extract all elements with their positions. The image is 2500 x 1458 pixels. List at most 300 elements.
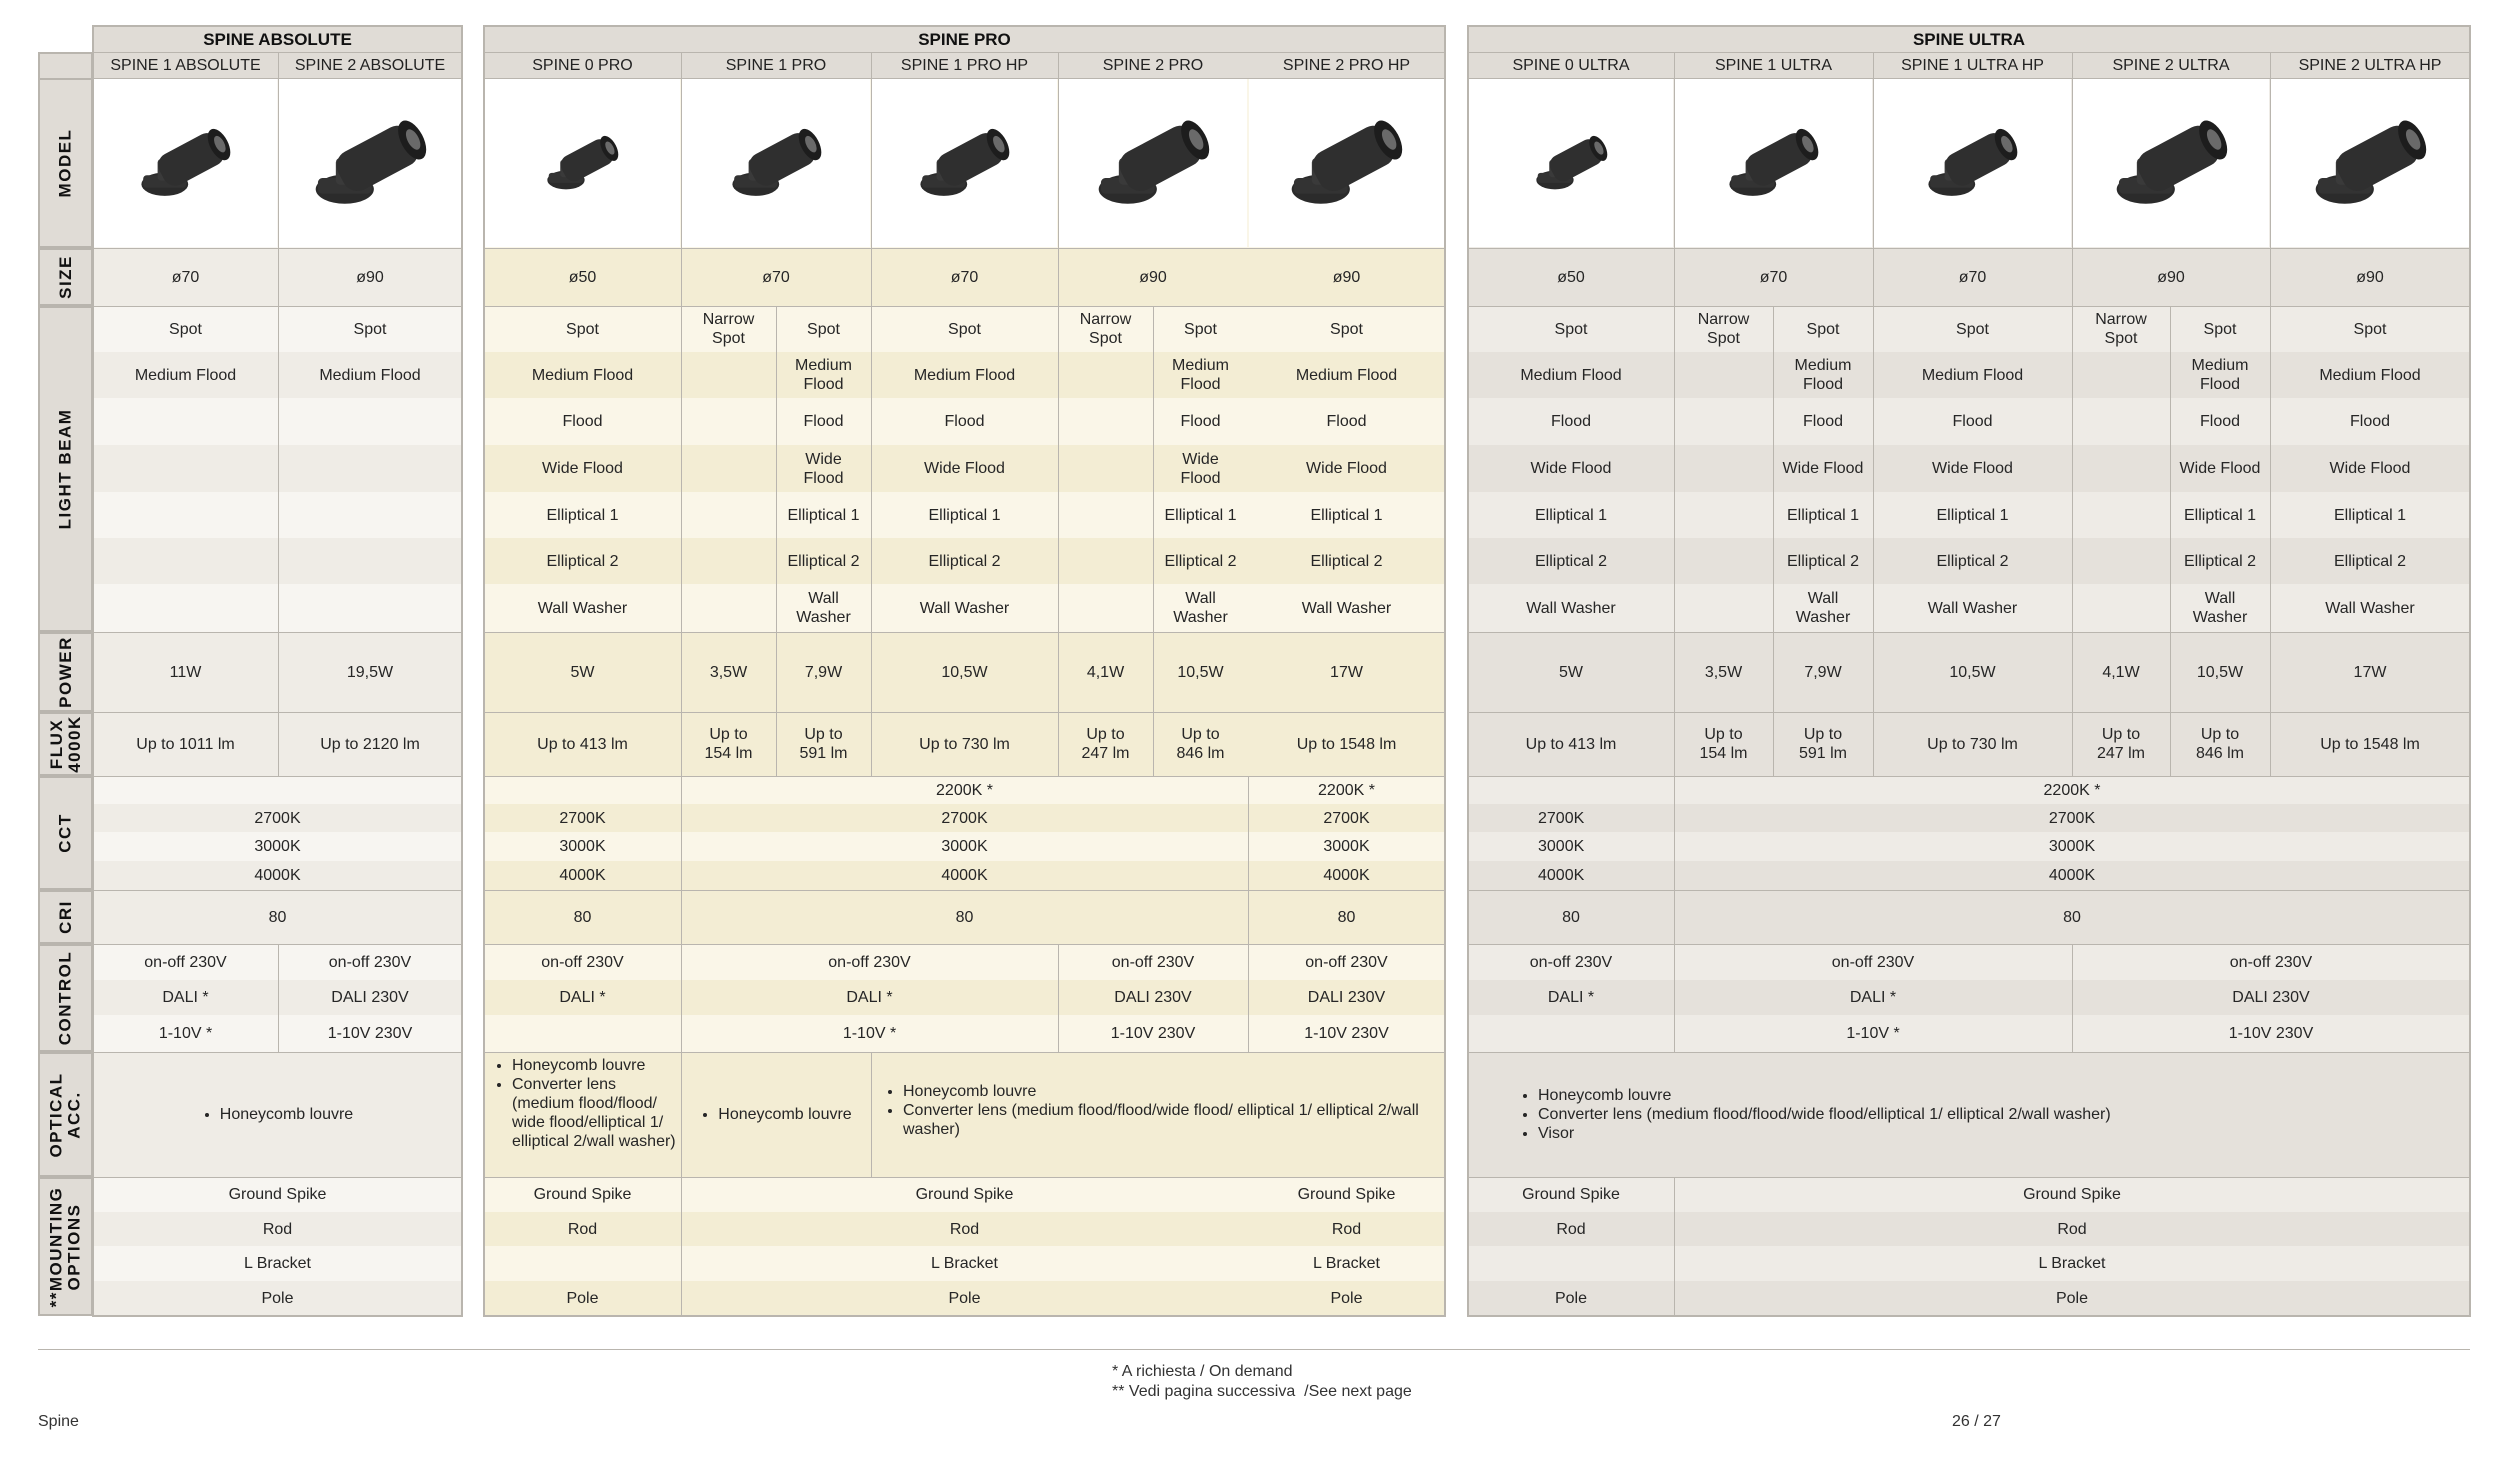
cct-value: 2700K <box>93 804 462 832</box>
beam-cell <box>93 398 278 445</box>
row-label-cri <box>38 890 93 944</box>
control-value: DALI 230V <box>278 980 462 1015</box>
cct-value: 3000K <box>93 832 462 861</box>
product-image <box>1469 79 1673 247</box>
control-value: 1-10V * <box>1674 1015 2072 1052</box>
bullet-list <box>494 1056 677 1151</box>
mounting-option: Ground Spike <box>93 1177 462 1212</box>
beam-cell: Wide Flood <box>1773 445 1873 492</box>
mounting-option: Ground Spike <box>1468 1177 1674 1212</box>
beam-cell: Medium Flood <box>484 352 681 398</box>
beam-cell: Medium Flood <box>93 352 278 398</box>
row-label-model <box>38 78 93 248</box>
mounting-option: Rod <box>681 1212 1248 1246</box>
mounting-option: Pole <box>1248 1281 1445 1316</box>
beam-cell: Medium Flood <box>776 352 871 398</box>
beam-cell: Narrow Spot <box>1058 306 1153 352</box>
optical-accessories <box>93 1052 462 1177</box>
beam-cell: Elliptical 1 <box>1248 492 1445 538</box>
row-divider <box>1468 52 2470 53</box>
beam-cell: Flood <box>1153 398 1248 445</box>
row-label-text: CRI <box>55 900 75 934</box>
flux-value: Up to 730 lm <box>1873 712 2072 776</box>
row-divider <box>93 776 462 777</box>
spotlight-icon <box>1923 123 2022 204</box>
control-value <box>1468 1015 1674 1052</box>
row-divider <box>1468 890 2470 891</box>
model-name: SPINE 2 ABSOLUTE <box>278 52 462 78</box>
optical-accessories <box>1468 1052 2470 1177</box>
control-value: on-off 230V <box>1674 944 2072 980</box>
row-divider <box>484 248 1445 249</box>
row-divider <box>1468 78 2470 79</box>
product-image <box>1249 79 1444 247</box>
product-image <box>682 79 870 247</box>
control-value <box>484 1015 681 1052</box>
beam-cell: Wide Flood <box>871 445 1058 492</box>
row-label-text: MODEL <box>55 128 75 198</box>
cri-value: 80 <box>484 890 681 944</box>
cct-value: 3000K <box>681 832 1248 861</box>
size-value: ø90 <box>1058 248 1248 306</box>
product-image <box>1874 79 2071 247</box>
power-value: 4,1W <box>1058 632 1153 712</box>
row-divider <box>93 1177 462 1178</box>
beam-cell: Spot <box>93 306 278 352</box>
beam-cell: Elliptical 1 <box>871 492 1058 538</box>
column-divider <box>1674 776 1675 944</box>
power-value: 10,5W <box>1873 632 2072 712</box>
beam-cell: Elliptical 2 <box>776 538 871 584</box>
column-divider <box>2270 52 2271 776</box>
cct-value: 4000K <box>1468 861 1674 890</box>
column-divider <box>681 1052 682 1177</box>
bullet-item: • Honeycomb louvre <box>718 1105 851 1124</box>
beam-cell: Medium Flood <box>2170 352 2270 398</box>
footnote-see-next-page: ** Vedi pagina successiva /See next page <box>1112 1383 1412 1400</box>
row-divider <box>93 632 462 633</box>
cct-value: 4000K <box>93 861 462 890</box>
model-name: SPINE 2 ULTRA HP <box>2270 52 2470 78</box>
model-name: SPINE 0 ULTRA <box>1468 52 1674 78</box>
beam-cell: Flood <box>2170 398 2270 445</box>
row-label-text: **MOUNTING OPTIONS <box>46 1186 84 1307</box>
row-divider <box>484 52 1445 53</box>
spotlight-icon <box>2309 113 2432 214</box>
beam-cell <box>1674 492 1773 538</box>
beam-cell <box>1674 398 1773 445</box>
row-divider <box>484 944 1445 945</box>
model-name: SPINE 0 PRO <box>484 52 681 78</box>
row-divider <box>484 306 1445 307</box>
bullet-item: • Honeycomb louvre <box>903 1082 1441 1101</box>
model-name: SPINE 1 PRO HP <box>871 52 1058 78</box>
beam-cell <box>681 352 776 398</box>
model-name: SPINE 1 ULTRA <box>1674 52 1873 78</box>
row-label-mounting <box>38 1177 93 1316</box>
beam-cell <box>93 584 278 632</box>
bullet-item: • Converter lens (medium flood/flood/wide flood/ elliptical 1/ elliptical 2/wall washer) <box>903 1101 1441 1139</box>
beam-cell: Spot <box>776 306 871 352</box>
column-divider <box>2072 944 2073 1052</box>
power-value: 10,5W <box>871 632 1058 712</box>
power-value: 17W <box>2270 632 2470 712</box>
mounting-option: Pole <box>681 1281 1248 1316</box>
beam-cell: Wide Flood <box>1873 445 2072 492</box>
flux-value: Up to 591 lm <box>776 712 871 776</box>
beam-cell: Medium Flood <box>1153 352 1248 398</box>
beam-cell: Flood <box>871 398 1058 445</box>
group-title: SPINE ULTRA <box>1468 26 2470 52</box>
row-divider <box>93 1052 462 1053</box>
cct-value: 2700K <box>681 804 1248 832</box>
column-divider <box>1873 52 1874 776</box>
power-value: 19,5W <box>278 632 462 712</box>
beam-cell <box>681 538 776 584</box>
beam-cell <box>681 492 776 538</box>
column-divider <box>681 1177 682 1316</box>
column-divider <box>2072 52 2073 776</box>
bullet-item: • Honeycomb louvre <box>220 1105 353 1124</box>
beam-cell: Wall Washer <box>2270 584 2470 632</box>
power-value: 10,5W <box>1153 632 1248 712</box>
column-divider <box>1058 52 1059 776</box>
optical-accessories <box>681 1052 871 1177</box>
power-value: 10,5W <box>2170 632 2270 712</box>
beam-cell: Elliptical 1 <box>484 492 681 538</box>
beam-cell <box>1058 584 1153 632</box>
footer-page-number: 26 / 27 <box>1952 1413 2001 1430</box>
beam-cell: Wall Washer <box>1873 584 2072 632</box>
flux-value: Up to 1548 lm <box>2270 712 2470 776</box>
product-image <box>1059 79 1247 247</box>
mounting-option: Ground Spike <box>1248 1177 1445 1212</box>
bullet-item: • Honeycomb louvre <box>1538 1086 2111 1105</box>
row-divider <box>93 306 462 307</box>
row-divider <box>1468 944 2470 945</box>
beam-cell: Elliptical 2 <box>1153 538 1248 584</box>
row-divider <box>1468 1177 2470 1178</box>
row-label-text: OPTICAL ACC. <box>46 1071 84 1158</box>
beam-cell: Elliptical 2 <box>1773 538 1873 584</box>
mounting-option: Rod <box>1468 1212 1674 1246</box>
beam-cell: Elliptical 2 <box>871 538 1058 584</box>
product-image <box>1675 79 1872 247</box>
beam-cell: Flood <box>1873 398 2072 445</box>
size-value: ø50 <box>484 248 681 306</box>
beam-cell: Wide Flood <box>1468 445 1674 492</box>
product-image <box>2271 79 2469 247</box>
flux-value: Up to 1011 lm <box>93 712 278 776</box>
column-divider <box>278 52 279 776</box>
cct-value: 3000K <box>484 832 681 861</box>
flux-value: Up to 247 lm <box>2072 712 2170 776</box>
row-divider <box>1468 248 2470 249</box>
beam-cell: Medium Flood <box>871 352 1058 398</box>
control-value: DALI * <box>1468 980 1674 1015</box>
beam-cell <box>681 584 776 632</box>
power-value: 4,1W <box>2072 632 2170 712</box>
column-divider <box>871 52 872 776</box>
row-divider <box>93 890 462 891</box>
beam-cell: Elliptical 1 <box>2270 492 2470 538</box>
beam-cell: Spot <box>871 306 1058 352</box>
group-title: SPINE PRO <box>484 26 1445 52</box>
mounting-option <box>1468 1246 1674 1281</box>
spotlight-icon <box>309 113 432 214</box>
control-value: 1-10V 230V <box>1248 1015 1445 1052</box>
cct-value: 2200K * <box>1674 776 2470 804</box>
beam-cell: Spot <box>1468 306 1674 352</box>
flux-value: Up to 846 lm <box>1153 712 1248 776</box>
beam-cell: Flood <box>1468 398 1674 445</box>
power-value: 11W <box>93 632 278 712</box>
row-label-control <box>38 944 93 1052</box>
spotlight-icon <box>1724 123 1823 204</box>
spotlight-icon <box>1092 113 1215 214</box>
bullet-item: • Converter lens (medium flood/flood/wide flood/elliptical 1/ elliptical 2/wall washer) <box>1538 1105 2111 1124</box>
beam-cell <box>2072 492 2170 538</box>
control-value: on-off 230V <box>93 944 278 980</box>
cri-value: 80 <box>1248 890 1445 944</box>
beam-cell: Narrow Spot <box>1674 306 1773 352</box>
beam-cell: Spot <box>1873 306 2072 352</box>
beam-cell: Elliptical 2 <box>1468 538 1674 584</box>
control-value: 1-10V 230V <box>1058 1015 1248 1052</box>
column-divider <box>681 776 682 944</box>
row-label-text: CONTROL <box>55 950 75 1046</box>
spotlight-icon <box>1285 113 1408 214</box>
beam-cell: Spot <box>1153 306 1248 352</box>
beam-cell: Flood <box>1248 398 1445 445</box>
row-divider <box>93 712 462 713</box>
beam-cell: Wall Washer <box>1153 584 1248 632</box>
bullet-list <box>1520 1086 2111 1143</box>
mounting-option: Rod <box>484 1212 681 1246</box>
row-divider <box>484 78 1445 79</box>
control-value: DALI * <box>93 980 278 1015</box>
beam-cell <box>278 584 462 632</box>
size-value: ø90 <box>2270 248 2470 306</box>
beam-cell: Elliptical 1 <box>2170 492 2270 538</box>
beam-cell: Elliptical 2 <box>1248 538 1445 584</box>
row-divider <box>484 712 1445 713</box>
beam-cell <box>681 398 776 445</box>
beam-cell: Elliptical 2 <box>2270 538 2470 584</box>
beam-cell <box>1058 538 1153 584</box>
spotlight-icon <box>136 123 235 204</box>
bullet-list <box>885 1082 1441 1139</box>
column-divider <box>1248 944 1249 1052</box>
product-image <box>279 79 461 247</box>
cct-value: 4000K <box>484 861 681 890</box>
model-name: SPINE 1 ULTRA HP <box>1873 52 2072 78</box>
row-label-size <box>38 248 93 306</box>
beam-cell <box>93 445 278 492</box>
column-divider <box>776 306 777 776</box>
mounting-option: Rod <box>93 1212 462 1246</box>
beam-cell: Elliptical 2 <box>484 538 681 584</box>
beam-cell: Elliptical 1 <box>776 492 871 538</box>
power-value: 17W <box>1248 632 1445 712</box>
beam-cell <box>1674 538 1773 584</box>
beam-cell: Wide Flood <box>1248 445 1445 492</box>
cct-value <box>484 776 681 804</box>
power-value: 5W <box>1468 632 1674 712</box>
flux-value: Up to 247 lm <box>1058 712 1153 776</box>
power-value: 3,5W <box>1674 632 1773 712</box>
beam-cell <box>2072 445 2170 492</box>
mounting-option: Pole <box>1468 1281 1674 1316</box>
cri-value: 80 <box>93 890 462 944</box>
beam-cell <box>681 445 776 492</box>
beam-cell <box>2072 584 2170 632</box>
row-divider <box>1468 306 2470 307</box>
size-value: ø90 <box>278 248 462 306</box>
beam-cell: Medium Flood <box>278 352 462 398</box>
model-name: SPINE 2 PRO HP <box>1248 52 1445 78</box>
control-value: on-off 230V <box>1468 944 1674 980</box>
row-divider <box>1468 632 2470 633</box>
beam-cell: Medium Flood <box>1468 352 1674 398</box>
beam-cell <box>278 445 462 492</box>
control-value: on-off 230V <box>278 944 462 980</box>
beam-cell: Elliptical 2 <box>2170 538 2270 584</box>
control-value: DALI 230V <box>2072 980 2470 1015</box>
size-value: ø90 <box>1248 248 1445 306</box>
size-value: ø70 <box>1674 248 1873 306</box>
beam-cell: Elliptical 1 <box>1773 492 1873 538</box>
cri-value: 80 <box>1674 890 2470 944</box>
beam-cell: Wide Flood <box>776 445 871 492</box>
cct-value: 4000K <box>681 861 1248 890</box>
beam-cell: Medium Flood <box>1873 352 2072 398</box>
flux-value: Up to 846 lm <box>2170 712 2270 776</box>
bullet-item: • Visor <box>1538 1124 2111 1143</box>
beam-cell <box>1674 445 1773 492</box>
flux-value: Up to 154 lm <box>681 712 776 776</box>
row-divider <box>484 632 1445 633</box>
mounting-option: Ground Spike <box>484 1177 681 1212</box>
control-value: on-off 230V <box>681 944 1058 980</box>
mounting-option: Rod <box>1248 1212 1445 1246</box>
size-value: ø70 <box>1873 248 2072 306</box>
column-divider <box>1674 1177 1675 1316</box>
bullet-list <box>700 1105 851 1124</box>
beam-cell <box>1058 492 1153 538</box>
model-name: SPINE 2 PRO <box>1058 52 1248 78</box>
row-label-power <box>38 632 93 712</box>
beam-cell: Flood <box>484 398 681 445</box>
beam-cell <box>93 538 278 584</box>
row-divider <box>93 78 462 79</box>
column-divider <box>1248 776 1249 944</box>
flux-value: Up to 413 lm <box>484 712 681 776</box>
product-image <box>2073 79 2269 247</box>
beam-cell <box>1058 445 1153 492</box>
spotlight-icon <box>543 131 622 196</box>
row-label-text: CCT <box>55 813 75 853</box>
size-value: ø70 <box>93 248 278 306</box>
control-value: DALI * <box>1674 980 2072 1015</box>
beam-cell: Flood <box>1773 398 1873 445</box>
row-label-text: LIGHT BEAM <box>55 408 75 530</box>
beam-cell: Elliptical 1 <box>1468 492 1674 538</box>
beam-cell <box>278 492 462 538</box>
spotlight-icon <box>727 123 826 204</box>
beam-cell <box>1674 584 1773 632</box>
flux-value: Up to 154 lm <box>1674 712 1773 776</box>
control-value: on-off 230V <box>1058 944 1248 980</box>
beam-cell: Spot <box>2270 306 2470 352</box>
cct-value <box>1468 776 1674 804</box>
beam-cell: Spot <box>1248 306 1445 352</box>
row-label-text: SIZE <box>55 255 75 299</box>
spotlight-icon <box>1532 131 1611 196</box>
product-image <box>94 79 277 247</box>
row-divider <box>1468 712 2470 713</box>
cri-value: 80 <box>681 890 1248 944</box>
row-divider <box>1468 776 2470 777</box>
row-label-optical <box>38 1052 93 1177</box>
beam-cell: Narrow Spot <box>2072 306 2170 352</box>
beam-cell <box>2072 352 2170 398</box>
cct-value: 2200K * <box>681 776 1248 804</box>
model-name: SPINE 2 ULTRA <box>2072 52 2270 78</box>
beam-cell: Wall Washer <box>871 584 1058 632</box>
control-value: 1-10V 230V <box>278 1015 462 1052</box>
column-divider <box>1674 944 1675 1052</box>
beam-cell: Wall Washer <box>1773 584 1873 632</box>
control-value: on-off 230V <box>484 944 681 980</box>
mounting-option: Pole <box>1674 1281 2470 1316</box>
mounting-option: Pole <box>93 1281 462 1316</box>
group-title: SPINE ABSOLUTE <box>93 26 462 52</box>
control-value: DALI * <box>484 980 681 1015</box>
row-label-text: FLUX 4000K <box>46 715 84 773</box>
model-name: SPINE 1 PRO <box>681 52 871 78</box>
row-divider <box>93 52 462 53</box>
row-divider <box>93 248 462 249</box>
beam-cell <box>1674 352 1773 398</box>
beam-cell: Spot <box>1773 306 1873 352</box>
control-value: DALI 230V <box>1058 980 1248 1015</box>
beam-cell <box>93 492 278 538</box>
mounting-option: L Bracket <box>1248 1246 1445 1281</box>
beam-cell: Wide Flood <box>1153 445 1248 492</box>
beam-cell: Flood <box>2270 398 2470 445</box>
control-value: on-off 230V <box>1248 944 1445 980</box>
power-value: 7,9W <box>1773 632 1873 712</box>
row-divider <box>1468 1052 2470 1053</box>
bullet-item: • Converter lens (medium flood/flood/ wide flood/elliptical 1/ elliptical 2/wall washer) <box>512 1075 677 1151</box>
model-name: SPINE 1 ABSOLUTE <box>93 52 278 78</box>
beam-cell: Elliptical 1 <box>1873 492 2072 538</box>
beam-cell <box>1058 352 1153 398</box>
control-value: 1-10V * <box>681 1015 1058 1052</box>
beam-cell <box>278 538 462 584</box>
bullet-item: • Honeycomb louvre <box>512 1056 677 1075</box>
beam-cell: Medium Flood <box>2270 352 2470 398</box>
power-value: 3,5W <box>681 632 776 712</box>
beam-cell: Elliptical 1 <box>1153 492 1248 538</box>
cct-value: 3000K <box>1674 832 2470 861</box>
footer-section-name: Spine <box>38 1413 79 1430</box>
beam-cell: Narrow Spot <box>681 306 776 352</box>
mounting-option: Ground Spike <box>1674 1177 2470 1212</box>
beam-cell: Spot <box>278 306 462 352</box>
beam-cell <box>2072 398 2170 445</box>
